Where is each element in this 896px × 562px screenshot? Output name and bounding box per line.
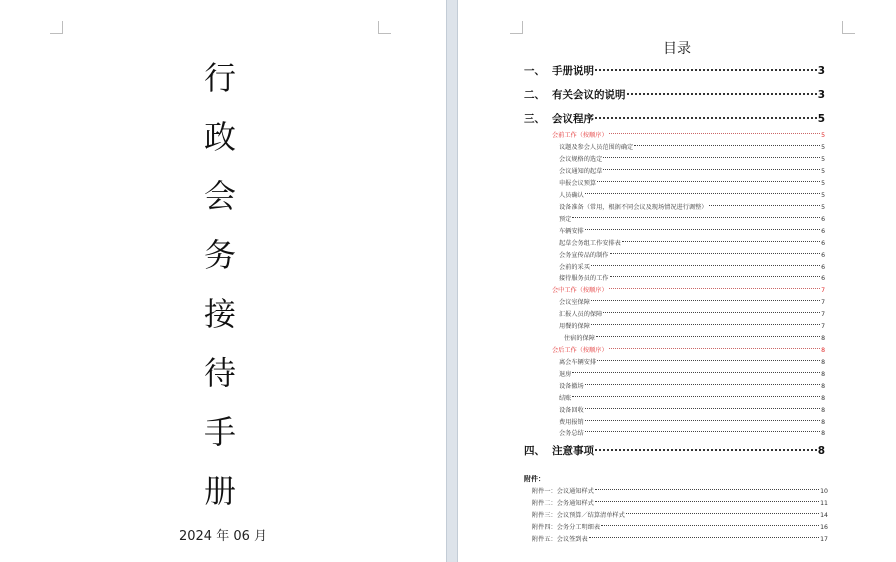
toc-item-page: 5 bbox=[821, 144, 825, 151]
toc-item-title: 会务总结 bbox=[559, 430, 584, 437]
cover-page bbox=[0, 0, 446, 562]
appendix-item[interactable] bbox=[532, 498, 828, 507]
toc-item[interactable] bbox=[559, 369, 825, 378]
toc-group-page: 8 bbox=[821, 347, 825, 354]
toc-item-page: 8 bbox=[821, 359, 825, 366]
toc-item-page: 8 bbox=[821, 383, 825, 390]
dot-leader bbox=[634, 145, 820, 146]
dot-leader bbox=[601, 525, 819, 526]
toc-section-title: 会议程序 bbox=[552, 113, 594, 125]
toc-item-page: 5 bbox=[821, 204, 825, 211]
margin-mark-top-left bbox=[50, 21, 63, 34]
dot-leader bbox=[591, 324, 820, 325]
toc-item-page: 8 bbox=[821, 419, 825, 426]
dot-leader bbox=[585, 408, 820, 409]
toc-section[interactable] bbox=[524, 63, 825, 77]
dot-leader bbox=[585, 420, 820, 421]
appendix-item-title: 附件五：会议签到表 bbox=[532, 536, 588, 543]
cover-title-char: 政 bbox=[203, 118, 236, 156]
dot-leader bbox=[585, 229, 820, 230]
toc-item-page: 5 bbox=[821, 180, 825, 187]
dot-leader bbox=[597, 360, 820, 361]
toc-item[interactable] bbox=[559, 154, 825, 163]
margin-mark-top-left bbox=[510, 21, 523, 34]
dot-leader bbox=[585, 193, 820, 194]
page-edge-left bbox=[446, 0, 447, 562]
toc-item-page: 8 bbox=[821, 371, 825, 378]
toc-item-page: 5 bbox=[821, 192, 825, 199]
toc-item[interactable] bbox=[559, 190, 825, 199]
toc-item-title: 会议通知的起草 bbox=[559, 168, 603, 175]
toc-section-number: 三、 bbox=[524, 113, 545, 125]
dot-leader bbox=[589, 537, 819, 538]
appendix-item-title: 附件二：会务通知样式 bbox=[532, 500, 594, 507]
toc-item[interactable] bbox=[559, 178, 825, 187]
toc-section[interactable] bbox=[524, 87, 825, 101]
toc-item[interactable] bbox=[559, 393, 825, 402]
appendix-item[interactable] bbox=[532, 486, 828, 495]
toc-item[interactable] bbox=[559, 262, 825, 271]
toc-item[interactable] bbox=[559, 142, 825, 151]
toc-item-title: 会议室保障 bbox=[559, 299, 590, 306]
toc-item[interactable] bbox=[559, 428, 825, 437]
cover-title-char: 会 bbox=[203, 177, 236, 215]
toc-item-page: 7 bbox=[821, 311, 825, 318]
toc-group-page: 7 bbox=[821, 287, 825, 294]
toc-item[interactable] bbox=[559, 166, 825, 175]
cover-title-char: 行 bbox=[203, 59, 236, 97]
toc-item-page: 8 bbox=[821, 395, 825, 402]
cover-title-char: 待 bbox=[203, 354, 236, 392]
toc-item[interactable] bbox=[559, 405, 825, 414]
toc-item-page: 6 bbox=[821, 252, 825, 259]
toc-item[interactable] bbox=[559, 417, 825, 426]
toc-item[interactable] bbox=[559, 297, 825, 306]
dot-leader bbox=[603, 157, 820, 158]
toc-item-title: 起草会务组工作安排表 bbox=[559, 240, 621, 247]
appendix-item[interactable] bbox=[532, 510, 828, 519]
toc-item-title: 设备撤场 bbox=[559, 383, 584, 390]
toc-group-heading[interactable] bbox=[552, 130, 825, 139]
toc-group-page: 5 bbox=[821, 132, 825, 139]
toc-item-page: 6 bbox=[821, 228, 825, 235]
toc-item[interactable] bbox=[559, 226, 825, 235]
dot-leader bbox=[610, 276, 821, 277]
toc-item-page: 6 bbox=[821, 216, 825, 223]
toc-item[interactable] bbox=[559, 381, 825, 390]
toc-item-title: 设备回收 bbox=[559, 407, 584, 414]
appendix-item-title: 附件一：会议通知样式 bbox=[532, 488, 594, 495]
toc-section-page: 8 bbox=[817, 445, 825, 457]
toc-item-page: 5 bbox=[821, 168, 825, 175]
appendix-item[interactable] bbox=[532, 534, 828, 543]
toc-section[interactable] bbox=[524, 443, 825, 457]
toc-item[interactable] bbox=[559, 214, 825, 223]
dot-leader bbox=[591, 300, 820, 301]
toc-section-page: 3 bbox=[817, 65, 825, 77]
dot-leader bbox=[709, 205, 821, 206]
dot-leader bbox=[609, 133, 820, 134]
toc-section-title: 手册说明 bbox=[552, 65, 594, 77]
appendix-item-page: 11 bbox=[820, 500, 828, 507]
toc-group-title: 会中工作（按顺序） bbox=[552, 287, 608, 294]
toc-section-number: 一、 bbox=[524, 65, 545, 77]
appendix-item[interactable] bbox=[532, 522, 828, 531]
toc-item-title: 接待服务员的工作 bbox=[559, 275, 609, 282]
toc-item[interactable] bbox=[559, 250, 825, 259]
dot-leader bbox=[572, 396, 820, 397]
appendix-heading: 附件： bbox=[524, 475, 545, 483]
appendix-item-page: 17 bbox=[820, 536, 828, 543]
toc-section-title: 有关会议的说明 bbox=[552, 89, 626, 101]
toc-item-title: 用餐的保障 bbox=[559, 323, 590, 330]
dot-leader bbox=[572, 372, 820, 373]
cover-title-char: 册 bbox=[203, 472, 236, 510]
toc-item[interactable] bbox=[559, 357, 825, 366]
toc-heading: 目录 bbox=[663, 41, 691, 57]
dot-leader bbox=[591, 265, 820, 266]
toc-section-number: 四、 bbox=[524, 445, 545, 457]
toc-item-page: 8 bbox=[821, 430, 825, 437]
toc-item-title: 结账 bbox=[559, 395, 572, 402]
dot-leader bbox=[585, 384, 820, 385]
dot-leader bbox=[595, 449, 817, 451]
toc-section-title: 注意事项 bbox=[552, 445, 594, 457]
dot-leader bbox=[622, 241, 820, 242]
toc-item-title: 申报会议预算 bbox=[559, 180, 597, 187]
toc-section-number: 二、 bbox=[524, 89, 545, 101]
toc-item-title: 车辆安排 bbox=[559, 228, 584, 235]
dot-leader bbox=[609, 348, 820, 349]
toc-item[interactable] bbox=[559, 321, 825, 330]
cover-title-char: 手 bbox=[203, 413, 236, 451]
toc-group-title: 会后工作（按顺序） bbox=[552, 347, 608, 354]
toc-item-title: 住宿的保障 bbox=[564, 335, 595, 342]
dot-leader bbox=[626, 513, 819, 514]
cover-title-char: 接 bbox=[203, 295, 236, 333]
toc-item-page: 8 bbox=[821, 407, 825, 414]
toc-item-title: 人员确认 bbox=[559, 192, 584, 199]
dot-leader bbox=[595, 501, 819, 502]
dot-leader bbox=[627, 93, 817, 95]
cover-date: 2024 年 06 月 bbox=[178, 529, 268, 544]
dot-leader bbox=[603, 169, 820, 170]
dot-leader bbox=[595, 69, 817, 71]
appendix-item-title: 附件四：会务分工明细表 bbox=[532, 524, 601, 531]
toc-item[interactable] bbox=[564, 333, 825, 342]
toc-item-title: 离会车辆安排 bbox=[559, 359, 597, 366]
toc-item-page: 5 bbox=[821, 156, 825, 163]
appendix-item-page: 16 bbox=[820, 524, 828, 531]
toc-item-page: 7 bbox=[821, 299, 825, 306]
toc-item-title: 会前的采买 bbox=[559, 264, 590, 271]
toc-item-page: 7 bbox=[821, 323, 825, 330]
dot-leader bbox=[572, 217, 820, 218]
toc-item[interactable] bbox=[559, 273, 825, 282]
dot-leader bbox=[596, 336, 820, 337]
toc-item-title: 汇报人员的保障 bbox=[559, 311, 603, 318]
page-gutter bbox=[446, 0, 458, 562]
toc-item-title: 费用报销 bbox=[559, 419, 584, 426]
toc-item-title: 会议规格的选定 bbox=[559, 156, 603, 163]
dot-leader bbox=[603, 312, 820, 313]
toc-item-title: 预定 bbox=[559, 216, 572, 223]
toc-section-page: 3 bbox=[817, 89, 825, 101]
toc-item-page: 8 bbox=[821, 335, 825, 342]
toc-group-heading[interactable] bbox=[552, 285, 825, 294]
cover-title bbox=[190, 58, 250, 530]
toc-page bbox=[458, 0, 896, 562]
toc-item-page: 6 bbox=[821, 240, 825, 247]
toc-item-page: 6 bbox=[821, 264, 825, 271]
dot-leader bbox=[610, 253, 821, 254]
toc-item-title: 议题及参会人员范围的确定 bbox=[559, 144, 634, 151]
toc-item[interactable] bbox=[559, 202, 825, 211]
toc-item[interactable] bbox=[559, 238, 825, 247]
toc-section-page: 5 bbox=[817, 113, 825, 125]
toc-item[interactable] bbox=[559, 309, 825, 318]
toc-item-title: 会务宣传品的制作 bbox=[559, 252, 609, 259]
toc-group-heading[interactable] bbox=[552, 345, 825, 354]
appendix-item-title: 附件三：会议预算／结算清单样式 bbox=[532, 512, 625, 519]
dot-leader bbox=[609, 288, 820, 289]
margin-mark-top-right bbox=[378, 21, 391, 34]
appendix-item-page: 14 bbox=[820, 512, 828, 519]
dot-leader bbox=[595, 117, 817, 119]
dot-leader bbox=[597, 181, 820, 182]
toc-item-title: 退房 bbox=[559, 371, 572, 378]
toc-item-title: 设备准备（常用，根据不同会议及现场情况进行调整） bbox=[559, 204, 708, 211]
toc-section[interactable] bbox=[524, 111, 825, 125]
toc-item-page: 6 bbox=[821, 275, 825, 282]
margin-mark-top-right bbox=[842, 21, 855, 34]
toc-group-title: 会前工作（按顺序） bbox=[552, 132, 608, 139]
dot-leader bbox=[595, 489, 819, 490]
appendix-item-page: 10 bbox=[820, 488, 828, 495]
dot-leader bbox=[585, 431, 820, 432]
cover-title-char: 务 bbox=[203, 236, 236, 274]
